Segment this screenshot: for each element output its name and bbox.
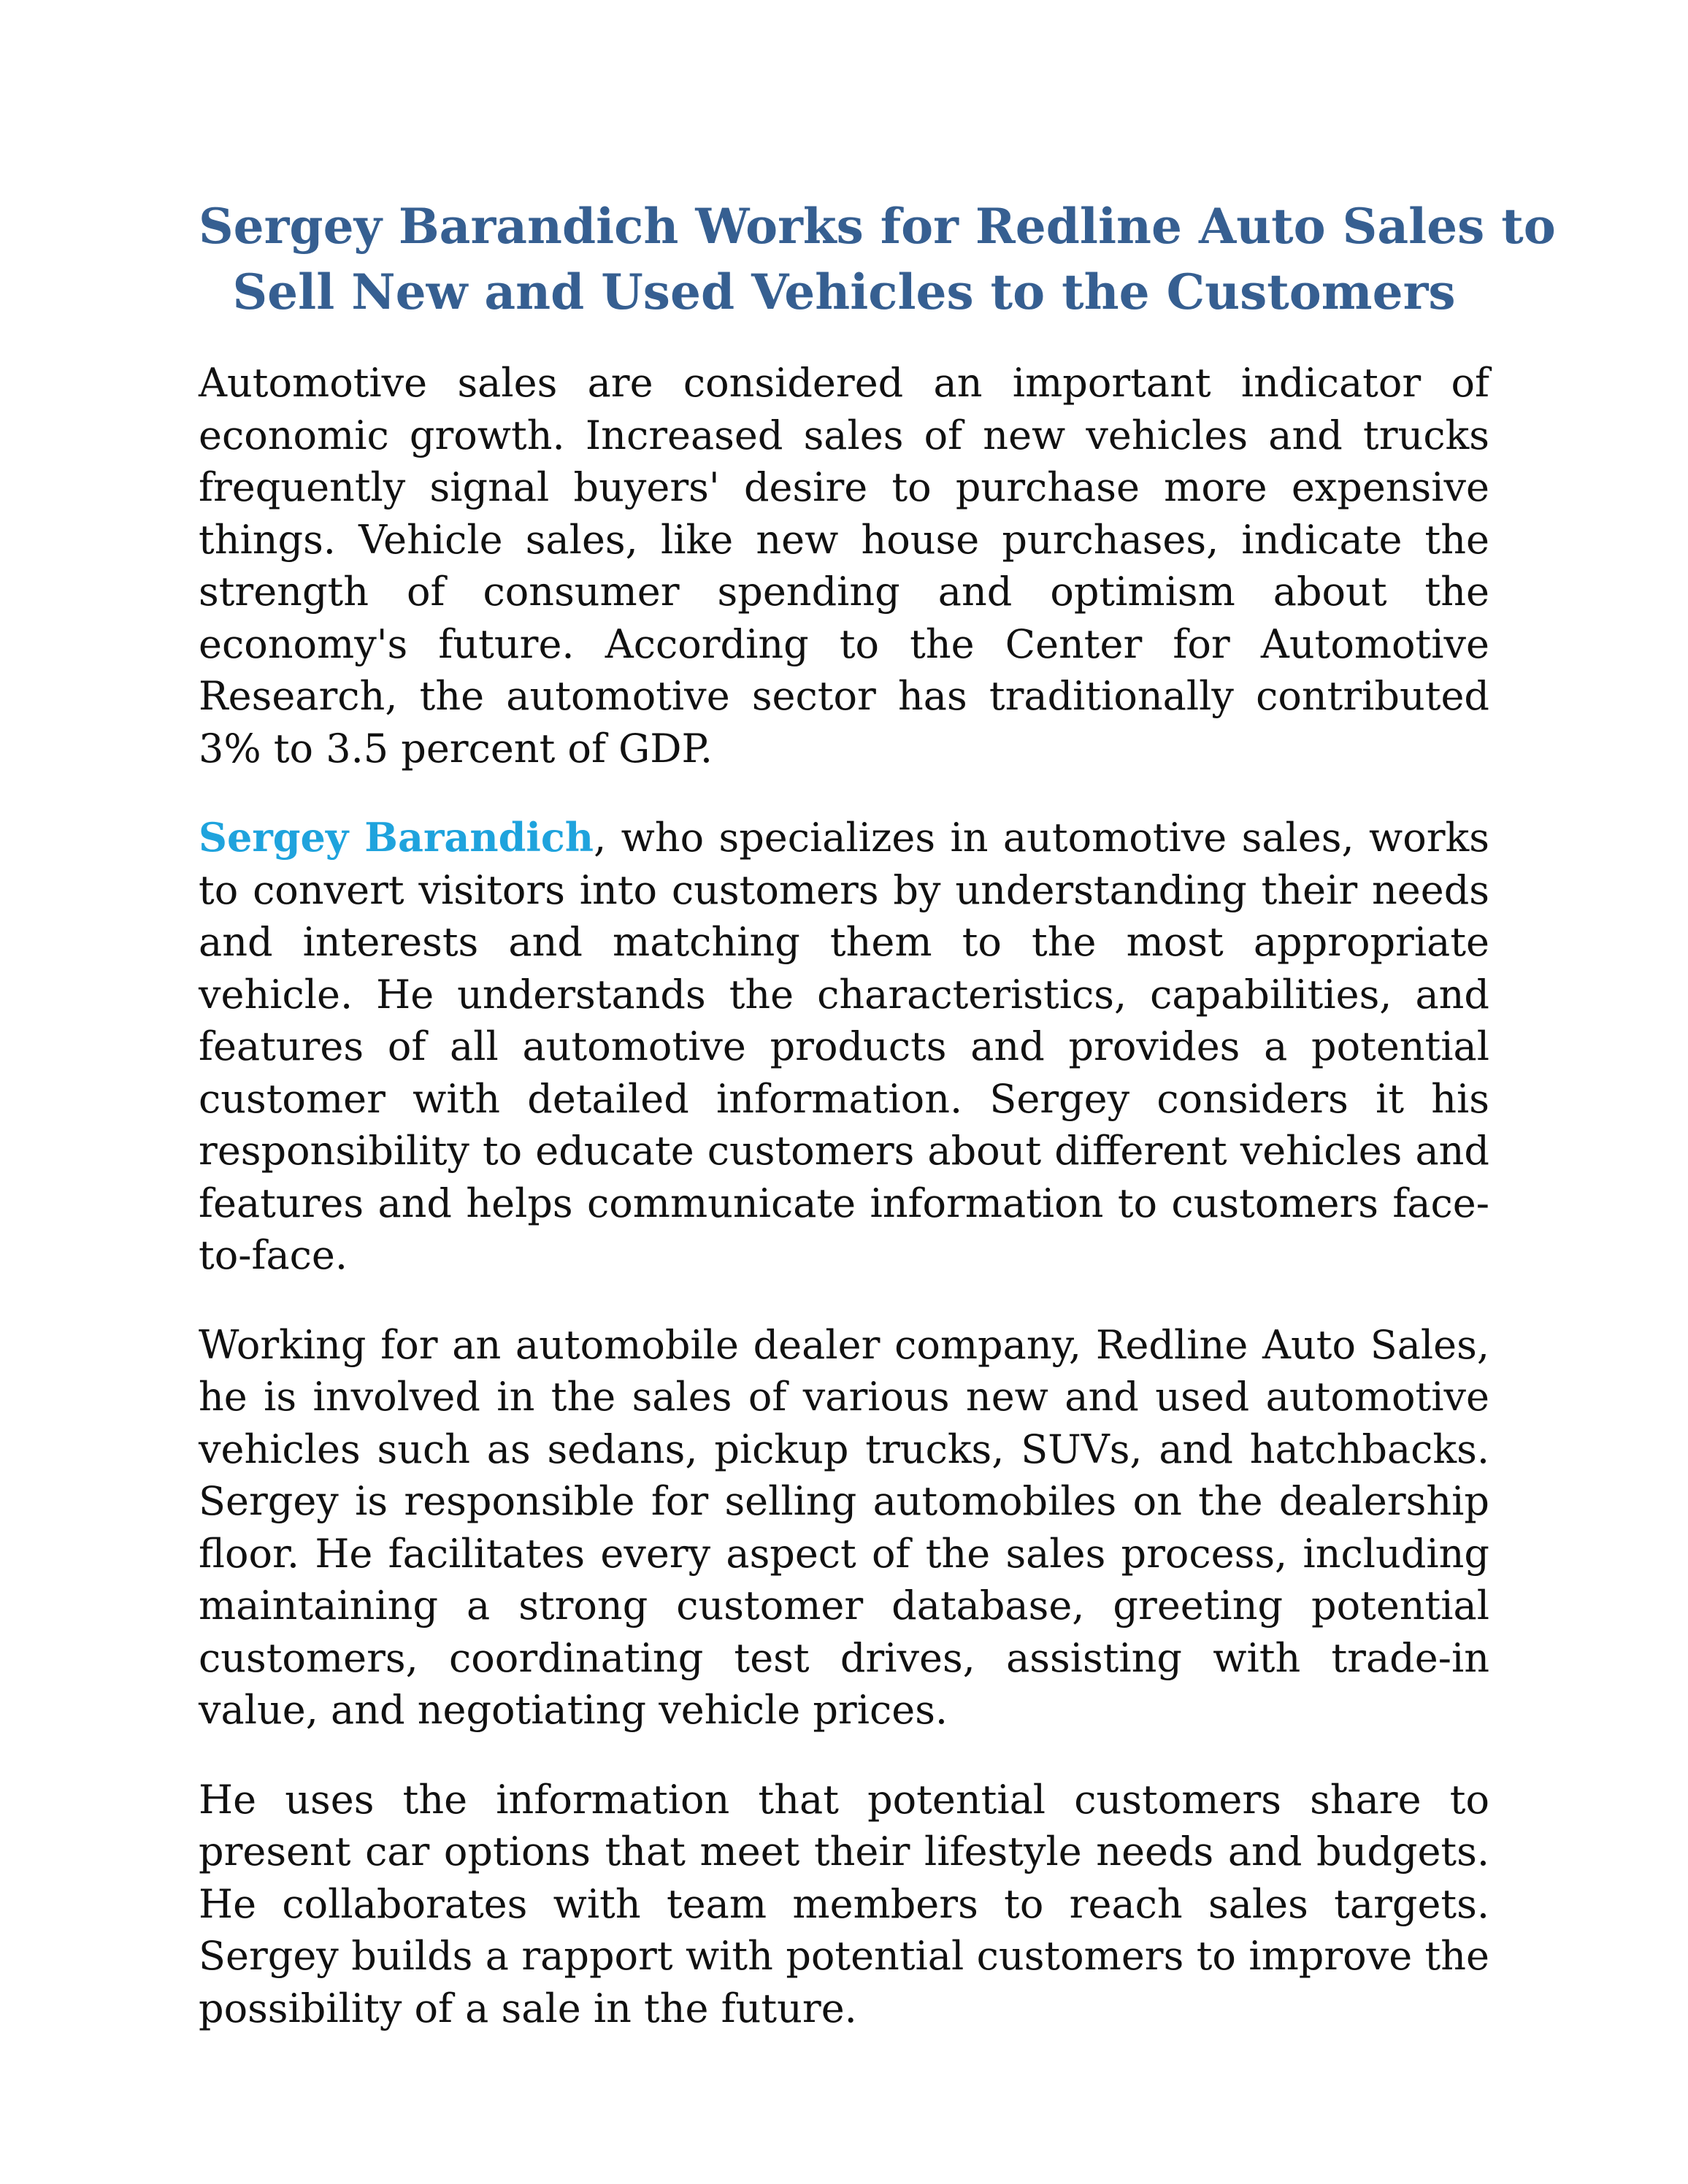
document-title-line-1: Sergey Barandich Works for Redline Auto Sales to bbox=[199, 198, 1556, 255]
paragraph-redline-auto-sales: Working for an automobile dealer company, Redline Auto Sales, he is involved in the sales of various new and used automotive vehicles such as sedans, pickup trucks, SUVs, and hatchbacks. Sergey is responsible for selling automobiles on the dealership floor. He facilitates every aspect of the sales process, including maintaining a strong customer database, greeting potential customers, coordinating test drives, assisting with trade-in value, and negotiating vehicle prices. bbox=[199, 1321, 1489, 1733]
document-title-line-2: Sell New and Used Vehicles to the Customers bbox=[232, 264, 1456, 320]
paragraph-2-text: , who specializes in automotive sales, works to convert visitors into customers by understanding their needs and interests and matching them to the most appropriate vehicle. He understands the characteristics, capabilities, and features of all automotive products and provides a potential customer with detailed information. Sergey considers it his responsibility to educate customers about different vehicles and features and helps communicate information to customers face-to-face. bbox=[199, 815, 1489, 1278]
paragraph-customer-rapport: He uses the information that potential customers share to present car options that meet their lifestyle needs and budgets. He collaborates with team members to reach sales targets. Sergey builds a rapport with potential customers to improve the possibility of a sale in the future. bbox=[199, 1776, 1489, 2031]
sergey-barandich-link[interactable]: Sergey Barandich bbox=[199, 814, 594, 861]
paragraph-sergey-specialization bbox=[199, 812, 1489, 1282]
document-title bbox=[199, 193, 1556, 325]
paragraph-automotive-sales: Automotive sales are considered an important indicator of economic growth. Increased sales of new vehicles and trucks frequently signal buyers' desire to purchase more expensive things. Vehicle sales, like new house purchases, indicate the strength of consumer spending and optimism about the economy's future. According to the Center for Automotive Research, the automotive sector has traditionally contributed 3% to 3.5 percent of GDP. bbox=[199, 360, 1489, 772]
document-content bbox=[199, 193, 1556, 2034]
